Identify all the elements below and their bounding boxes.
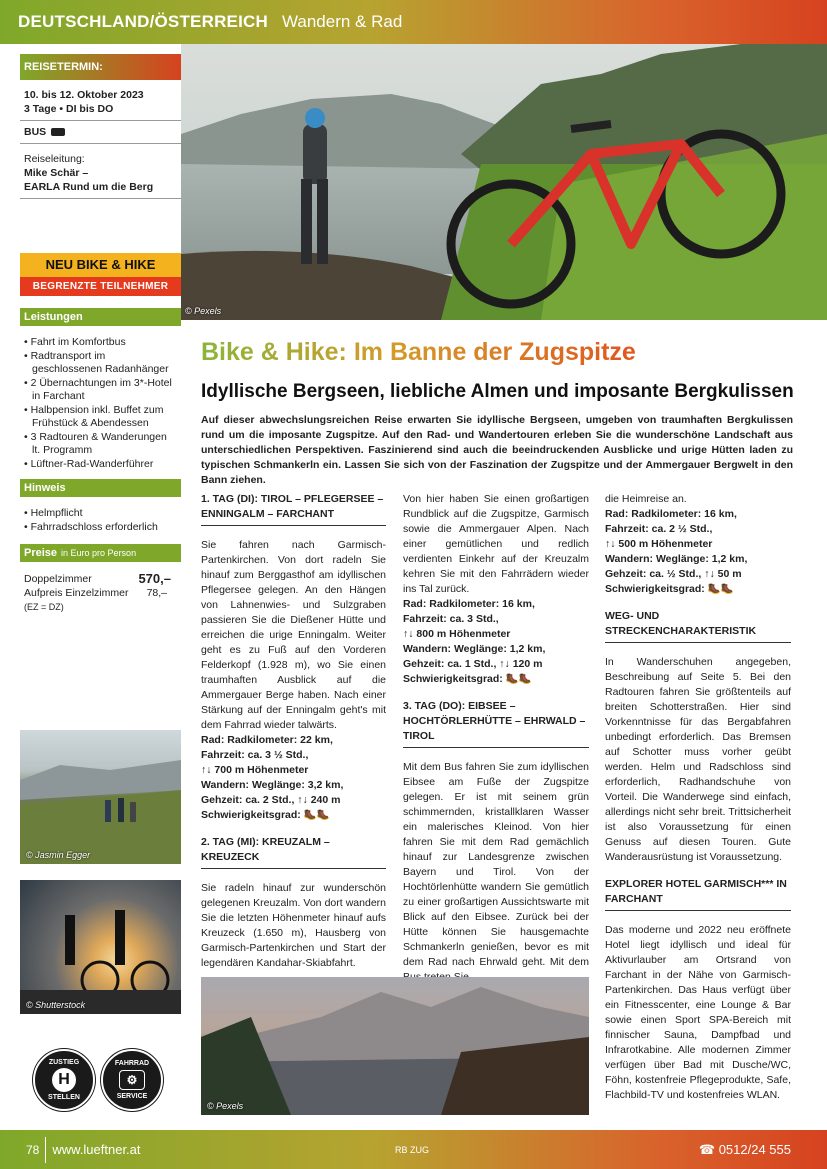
hotel-text: Das moderne und 2022 neu eröffnete Hotel liegt idyllisch und ideal für Aktivurlauber am Ortsrand von Farchant in der Nähe von Garmisch-Partenkirchen. Das Haus verfügt über ein Fitnesscenter, eine Lounge & Bar sowie einen Sport SPA-Bereich mit finnischer Sauna, Dampfbad und Infrarotkabine. Alle modernen Zimmer verfügen über Bad mit Dusche/WC, Föhn, kostenfreie Pflegeprodukte, Safe, Flachbild-TV und kostenfreies WLAN. [605, 924, 791, 1101]
column-2 [403, 492, 589, 985]
hikers-illustration [20, 730, 181, 864]
stat-line: Gehzeit: ca. 2 Std., ↑↓ 240 m [201, 794, 341, 806]
stat-line: Schwierigkeitsgrad: 🥾🥾 [201, 809, 330, 821]
icon1-bottom: STELLEN [48, 1094, 80, 1101]
day2-text: Sie radeln hinauf zur wunderschön gelegenen Kreuzalm. Von dort wandern Sie die letzten Höhenmeter hinauf aufs Kreuzeck (1.650 m), Hausberg von Garmisch-Partenkirchen und Start der legendären Kandahar-Skiabfahrt. [201, 882, 386, 969]
sunset-credit: © Shutterstock [26, 1000, 86, 1010]
price-row-ez [24, 586, 177, 600]
price-row-doppel [24, 572, 177, 586]
list-item: • Helmpflicht [24, 507, 83, 519]
hero-credit: © Pexels [185, 306, 222, 316]
doppel-price: 570,– [138, 571, 171, 586]
page-title: Bike & Hike: Im Banne der Zugspitze [201, 338, 636, 366]
day1-stats [201, 733, 386, 823]
stat-line: Wandern: Weglänge: 1,2 km, [605, 553, 748, 565]
reisetermin-heading: REISETERMIN: [20, 54, 181, 80]
leitung-org: EARLA Rund um die Berg [24, 181, 154, 193]
list-item: • Halbpension inkl. Buffet zum Frühstück & Abendessen [24, 403, 164, 429]
hero-illustration [181, 44, 827, 320]
stat-line: Gehzeit: ca. 1 Std., ↑↓ 120 m [403, 658, 543, 670]
day2-text-cont: Von hier haben Sie einen großartigen Rundblick auf die Zugspitze, Garmisch sowie die Ammergauer Alpen. Nach einer gemütlichen und redlich verdienten Einkehr auf der Kreuzalm kehren Sie mit den Fahrrädern wieder ins Tal zurück. [403, 493, 589, 595]
hikers-credit: © Jasmin Egger [26, 850, 91, 860]
hinweis-list [20, 497, 181, 544]
leitung-label: Reiseleitung: [24, 153, 85, 165]
ez-label: Aufpreis Einzelzimmer [24, 587, 129, 599]
column-3 [605, 492, 791, 1103]
region-label: DEUTSCHLAND/ÖSTERREICH [18, 12, 268, 31]
icon2-bottom: SERVICE [116, 1093, 148, 1100]
list-item: • Fahrt im Komfortbus [24, 336, 126, 348]
stat-line: Wandern: Weglänge: 3,2 km, [201, 779, 344, 791]
sidebar [20, 54, 181, 614]
header-bar [0, 0, 827, 44]
day3-stats [605, 507, 791, 597]
stat-line: ↑↓ 800 m Höhenmeter [403, 628, 511, 640]
service-icons [33, 1049, 163, 1111]
stat-line: Fahrzeit: ca. 3 Std., [403, 613, 499, 625]
footer-divider [45, 1137, 46, 1163]
stat-line: Fahrzeit: ca. 2 ½ Std., [605, 523, 713, 535]
zugspitze-illustration [201, 977, 589, 1115]
hero-photo [181, 44, 827, 320]
day3-text: Mit dem Bus fahren Sie zum idyllischen Eibsee am Fuße der Zugspitze gelegen. Er ist mit seinem grün schimmernden, kristallklaren Wasser ein malerisches Kleinod. Von hier fahren Sie mit dem Rad gemächlich hinauf zur Landesgrenze zwischen Bayern und Tirol. Von der Hochtörlenhütte wandern Sie gemütlich zu einer großartigen Aussichtswarte mit Blick auf den Eibsee. Zurück bei der Hütte können Sie hausgemachte Schmankerln genießen, bevor es mit dem Rad nach Ehrwald geht. Mit dem [403, 761, 589, 968]
list-item: • 3 Radtouren & Wanderungen lt. Programm [24, 430, 167, 456]
preise-sub: in Euro pro Person [61, 548, 137, 558]
intro-text: Auf dieser abwechslungsreichen Reise erwarten Sie idyllische Bergseen, umgeben von traumhaften Bergkulissen rund um die imposante Zugspitze. Auf den Rad- und Wandertouren erleben Sie die wunderschöne Landschaft aus unterschiedlichen Perspektiven. Faszinierend sind auch die beeindruckenden Ausblicke und urige Hütten laden zu typischen Schmankerln ein. Lassen Sie sich von der Faszination der Zugspitze und der Ammergauer Bergwelt in den Bann ziehen. [201, 414, 793, 486]
footer-code: RB ZUG [395, 1144, 430, 1155]
page-subtitle: Idyllische Bergseen, liebliche Almen und imposante Bergkulissen [201, 381, 794, 402]
stat-line: Fahrzeit: ca. 3 ½ Std., [201, 749, 309, 761]
zugspitze-credit: © Pexels [207, 1101, 244, 1111]
stat-line: ↑↓ 700 m Höhenmeter [201, 764, 309, 776]
badge-bike-hike: NEU BIKE & HIKE [20, 253, 181, 277]
list-item: • 2 Übernachtungen im 3*-Hotel in Farchant [24, 376, 172, 402]
hinweis-heading: Hinweis [20, 479, 181, 497]
stat-line: Rad: Radkilometer: 22 km, [201, 734, 333, 746]
icon1-top: ZUSTIEG [48, 1059, 80, 1066]
leistungen-heading: Leistungen [20, 308, 181, 326]
list-item: • Lüftner-Rad-Wanderführer [24, 457, 154, 470]
day2-stats [403, 597, 589, 687]
stat-line: Rad: Radkilometer: 16 km, [605, 508, 737, 520]
ez-note: (EZ = DZ) [24, 602, 64, 612]
transport-block [20, 121, 181, 144]
preise-label: Preise [24, 547, 58, 559]
sunset-illustration [20, 880, 181, 1014]
day2-heading: 2. TAG (MI): KREUZALM – KREUZECK [201, 835, 386, 869]
preise-heading [20, 544, 181, 562]
day3-heading: 3. TAG (DO): EIBSEE – HOCHTÖRLERHÜTTE – EHRWALD – TIROL [403, 699, 589, 748]
price-table [20, 562, 181, 614]
page-number: 78 [26, 1142, 40, 1157]
stat-line: ↑↓ 500 m Höhenmeter [605, 538, 713, 550]
day1-text: Sie fahren nach Garmisch-Partenkirchen. Von dort radeln Sie hinauf zum Berggasthof am idyllischen Pflegersee gelegen. An den Hängen von Lahnenwies- und Sulzgraben passieren Sie die Dießener Hütte und erreichen die urige Enningalm. Weiter geht es zu Fuß auf den Vorderen Felderkopf (1.928 m), wo Sie einen traumhaften Ausblick auf die Ammergauer Berge haben. Nach einer Stärkung auf der Enningalm geht's mit dem Fahrrad wieder talwärts. [201, 539, 386, 731]
stat-line: Schwierigkeitsgrad: 🥾🥾 [403, 673, 532, 685]
day3-text-cont: die Heimreise an. [605, 493, 687, 505]
hikers-photo [20, 730, 181, 864]
bus-icon [51, 128, 65, 136]
hotel-heading: EXPLORER HOTEL GARMISCH*** IN FARCHANT [605, 877, 791, 911]
doppel-label: Doppelzimmer [24, 573, 92, 585]
stat-line: Wandern: Weglänge: 1,2 km, [403, 643, 546, 655]
footer-phone [699, 1142, 791, 1158]
stat-line: Schwierigkeitsgrad: 🥾🥾 [605, 583, 734, 595]
phone-icon: ☎ [698, 1141, 719, 1157]
leistungen-list [20, 326, 181, 475]
stat-line: Gehzeit: ca. ½ Std., ↑↓ 50 m [605, 568, 742, 580]
badge-limited: BEGRENZTE TEILNEHMER [20, 277, 181, 296]
weg-heading: WEG- UND STRECKENCHARAKTERISTIK [605, 609, 791, 643]
leitung-block [20, 144, 181, 199]
ez-price: 78,– [146, 587, 167, 599]
list-item: • Fahrradschloss erforderlich [24, 520, 158, 533]
phone-number: 0512/24 555 [718, 1141, 791, 1157]
icon1-letter: H [52, 1068, 76, 1092]
leitung-name: Mike Schär – [24, 167, 89, 179]
zugspitze-photo [201, 977, 589, 1115]
footer-bar [0, 1130, 827, 1169]
sunset-bikers-photo [20, 880, 181, 1014]
list-item: • Radtransport im geschlossenen Radanhänger [24, 349, 169, 375]
stat-line: Rad: Radkilometer: 16 km, [403, 598, 535, 610]
footer-url[interactable]: www.lueftner.at [52, 1142, 141, 1157]
day1-heading: 1. TAG (DI): TIROL – PFLEGERSEE – ENNINGALM – FARCHANT [201, 492, 386, 526]
weg-text: In Wanderschuhen angegeben, Beschreibung auf Seite 5. Bei den Radtouren fahren Sie größtenteils auf breiten Schotterstraßen. Hier sind Vorkenntnisse für das Bergabfahren unbedingt erforderlich. Das Bremsen auf Schotter muss vorher geübt werden. Helm und Radschloss sind erforderlich, Radhandschuhe von Vorteil. Die Wanderwege sind einfach, allerdings nicht sehr breit. Trittsicherheit ist also Voraussetzung für einen Genuss auf diesen Touren. Gute Wanderausrüstung ist Voraussetzung. [605, 656, 791, 863]
travel-dates: 10. bis 12. Oktober 2023 [24, 89, 144, 101]
category-label: Wandern & Rad [281, 12, 403, 31]
icon2-top: FAHRRAD [114, 1060, 150, 1067]
fahrrad-service-icon [101, 1049, 163, 1111]
transport-label: BUS [24, 126, 47, 138]
zustieg-stellen-icon [33, 1049, 95, 1111]
travel-duration: 3 Tage • DI bis DO [24, 103, 114, 115]
reisetermin-block [20, 80, 181, 121]
column-1 [201, 492, 386, 971]
bicycle-icon: ⚙ [119, 1070, 145, 1090]
